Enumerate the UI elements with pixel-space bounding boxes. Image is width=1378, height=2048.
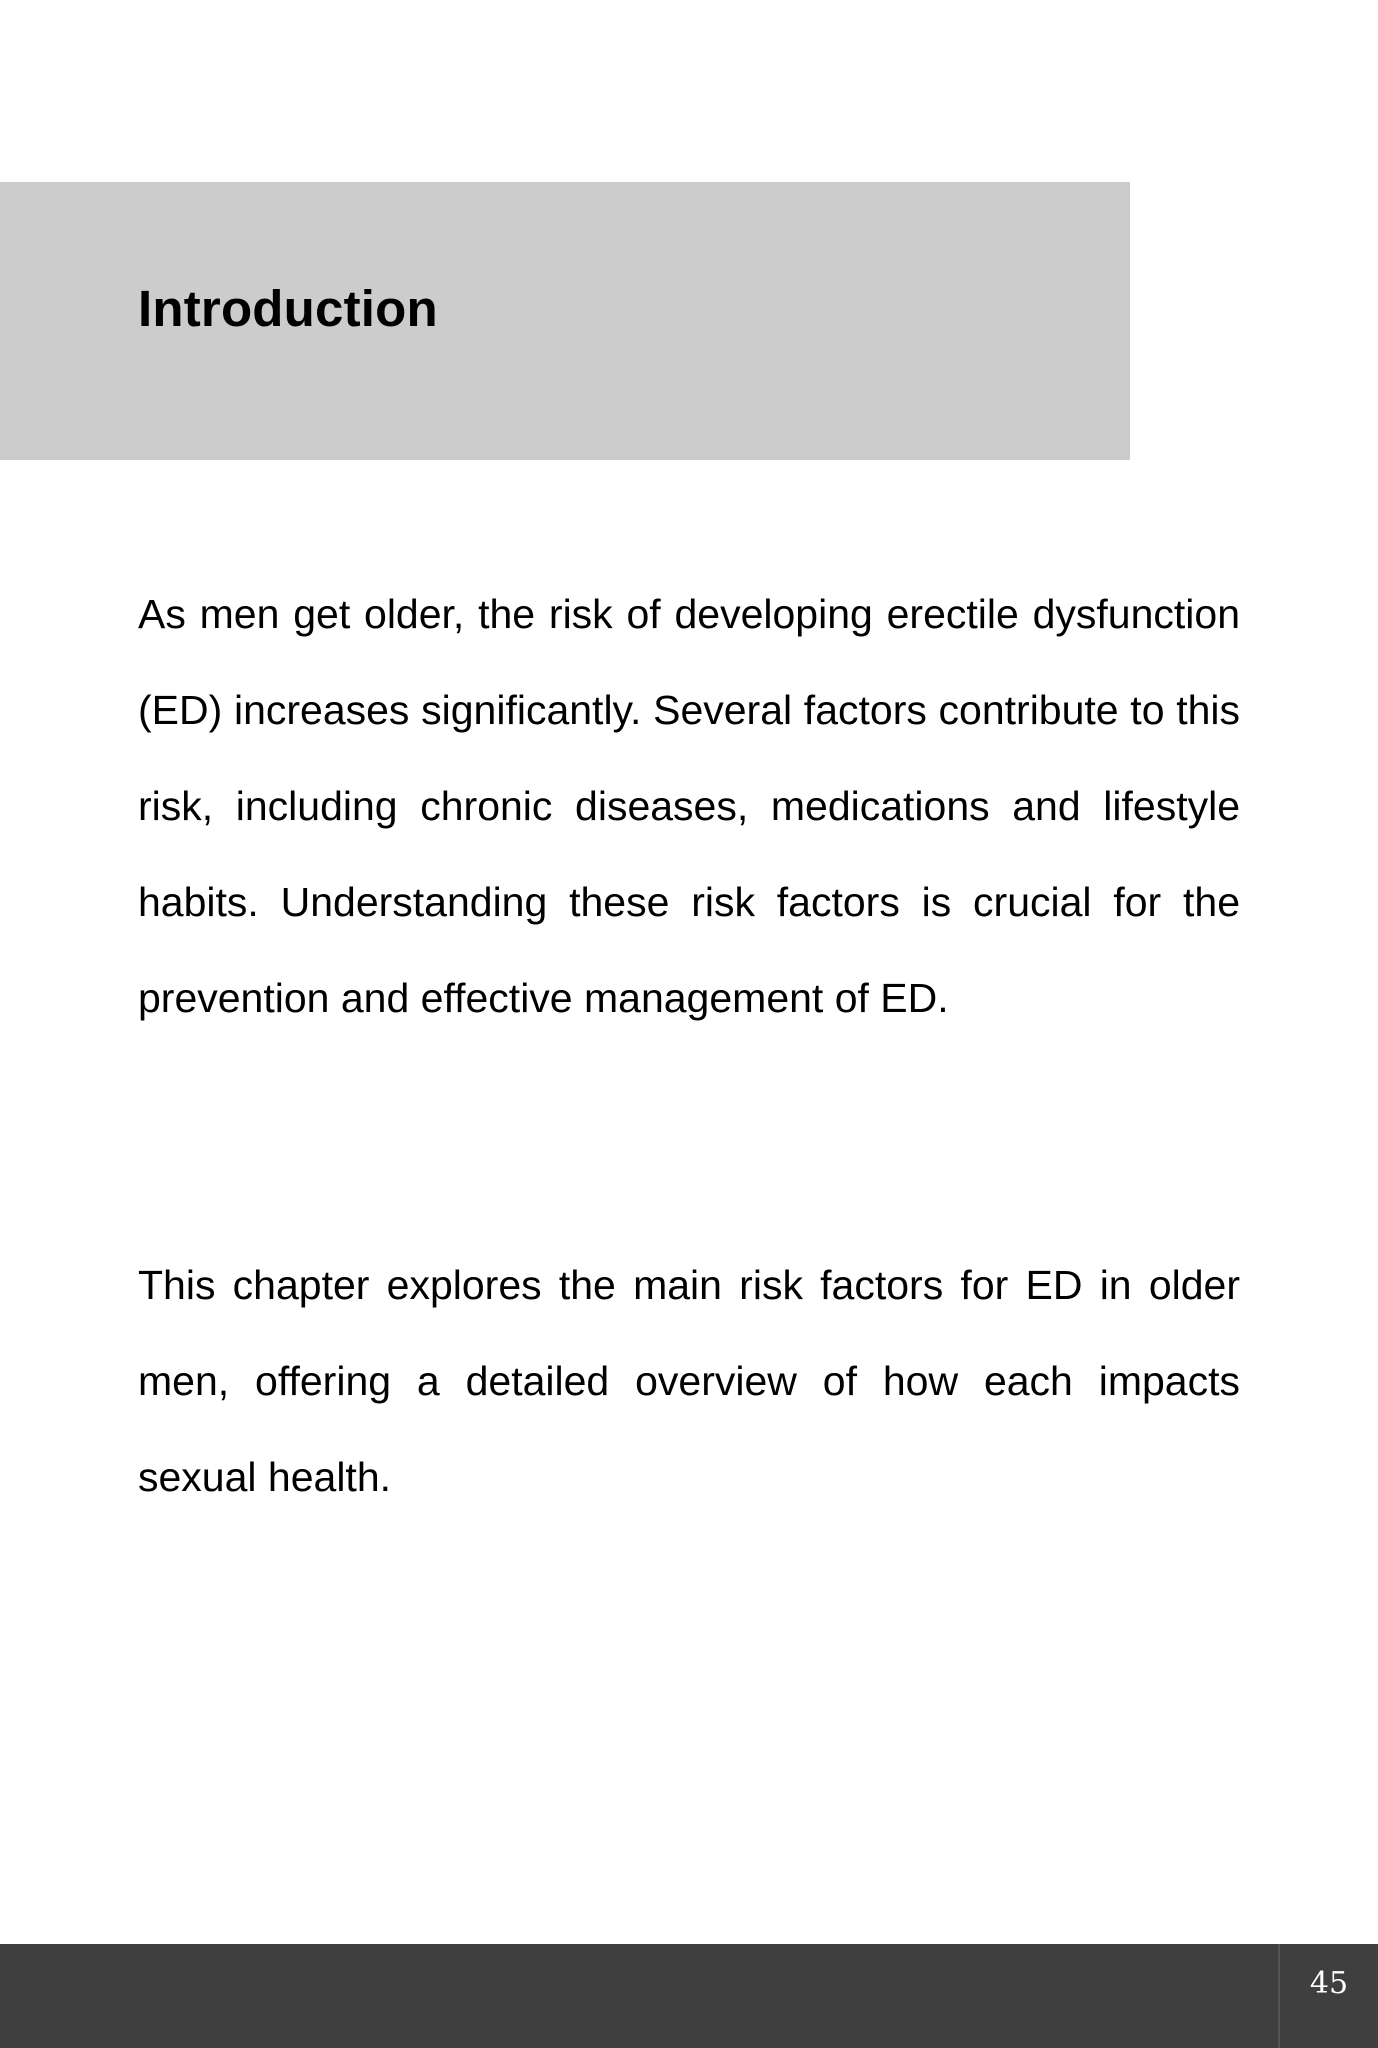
page-number: 45 <box>1309 1966 1349 2001</box>
section-title-band <box>0 182 1130 460</box>
section-title: Introduction <box>138 280 438 337</box>
body-paragraph-1: As men get older, the risk of developing erectile dysfunction (ED) increases significantly. Several factors contribute to this risk, including chronic diseases, medications and lifestyle habits. Understanding these risk factors is crucial for the prevention and effective management of ED. <box>138 591 1240 1021</box>
footer-bar <box>0 1944 1378 2048</box>
body-paragraph-2: This chapter explores the main risk factors for ED in older men, offering a detailed overview of how each impacts sexual health. <box>138 1262 1240 1500</box>
